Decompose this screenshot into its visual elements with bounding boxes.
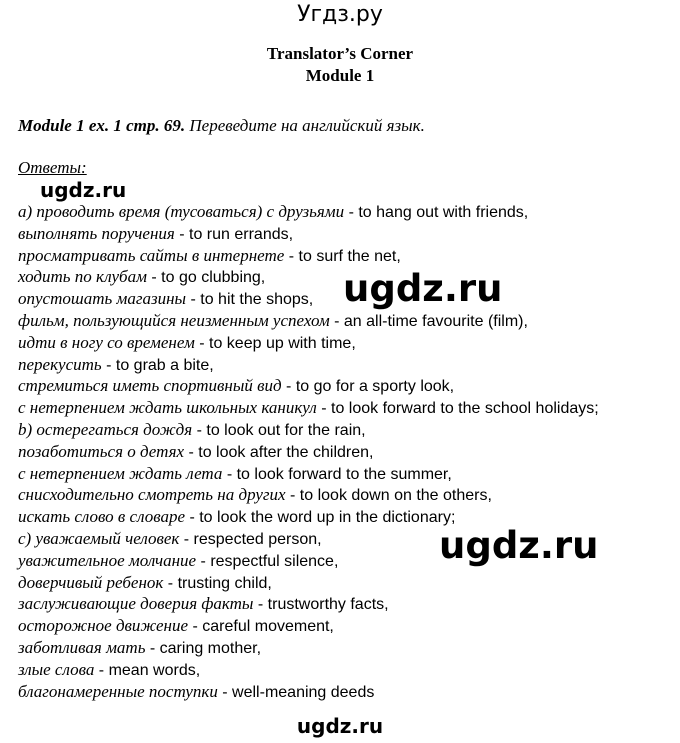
english-translation: - to go for a sporty look, — [281, 378, 455, 396]
watermark: ugdz.ru — [40, 178, 127, 202]
vocabulary-entry — [18, 681, 678, 703]
russian-phrase: снисходительно смотреть на других — [18, 485, 286, 505]
english-translation: - to look after the children, — [184, 443, 374, 461]
vocabulary-entry — [18, 463, 678, 485]
russian-phrase: заслуживающие доверия факты — [18, 594, 254, 614]
vocabulary-entry — [18, 419, 678, 441]
english-translation: - an all-time favourite (film), — [329, 312, 528, 330]
russian-phrase: опустошать магазины — [18, 289, 187, 309]
russian-phrase: идти в ногу со временем — [18, 332, 195, 352]
vocabulary-entry — [18, 354, 678, 376]
russian-phrase: a) проводить время (тусоваться) с друзьями — [18, 202, 345, 221]
russian-phrase: осторожное движение — [18, 616, 189, 636]
english-translation: - to surf the net, — [284, 247, 401, 265]
english-translation: - to look forward to the summer, — [222, 465, 452, 483]
english-translation: - to go clubbing, — [146, 269, 266, 287]
english-translation: - to keep up with time, — [194, 334, 356, 352]
vocabulary-entry — [18, 484, 678, 506]
vocabulary-entry — [18, 441, 678, 463]
english-translation: - mean words, — [94, 661, 201, 679]
vocabulary-entry — [18, 572, 678, 594]
russian-phrase: c) уважаемый человек — [18, 528, 180, 548]
russian-phrase: позаботиться о детях — [18, 441, 185, 461]
english-translation: - caring mother, — [145, 639, 262, 657]
english-translation: - trusting child, — [163, 574, 272, 592]
vocabulary-entry — [18, 310, 678, 332]
vocabulary-entry — [18, 245, 678, 267]
task-reference: Module 1 ex. 1 стр. 69. — [18, 116, 186, 135]
english-translation: - to hang out with friends, — [344, 204, 529, 221]
vocabulary-entry — [18, 397, 678, 419]
vocabulary-entry — [18, 375, 678, 397]
english-translation: - to grab a bite, — [101, 356, 214, 374]
russian-phrase: стремиться иметь спортивный вид — [18, 376, 282, 396]
russian-phrase: выполнять поручения — [18, 223, 175, 243]
vocabulary-entry — [18, 637, 678, 659]
russian-phrase: злые слова — [18, 659, 95, 679]
vocabulary-entry — [18, 332, 678, 354]
english-translation: - respected person, — [179, 530, 322, 548]
english-translation: - respectful silence, — [196, 552, 339, 570]
vocabulary-entry — [18, 593, 678, 615]
english-translation: - to look the word up in the dictionary; — [185, 509, 456, 527]
english-translation: - to look forward to the school holidays; — [316, 400, 599, 418]
document-subtitle: Module 1 — [305, 66, 375, 85]
watermark: ugdz.ru — [343, 267, 503, 310]
task-instruction — [18, 115, 425, 137]
english-translation: - to look down on the others, — [285, 487, 492, 505]
english-translation: - well-meaning deeds — [217, 683, 375, 701]
vocabulary-entry — [18, 659, 678, 681]
english-translation: - to hit the shops, — [186, 291, 314, 309]
document-title: Translator’s Corner — [266, 44, 414, 63]
russian-phrase: с нетерпением ждать лета — [18, 463, 223, 483]
site-header: Угдз.ру — [297, 2, 383, 27]
russian-phrase: перекусить — [18, 354, 102, 374]
watermark: ugdz.ru — [439, 524, 599, 567]
russian-phrase: фильм, пользующийся неизменным успехом — [18, 310, 330, 330]
russian-phrase: b) остерегаться дождя — [18, 419, 193, 439]
english-translation: - careful movement, — [188, 618, 334, 636]
english-translation: - to look out for the rain, — [192, 421, 366, 439]
vocabulary-entry — [18, 223, 678, 245]
russian-phrase: с нетерпением ждать школьных каникул — [18, 398, 317, 418]
russian-phrase: доверчивый ребенок — [18, 572, 164, 592]
english-translation: - to run errands, — [174, 225, 294, 243]
russian-phrase: искать слово в словаре — [18, 507, 186, 527]
site-footer: ugdz.ru — [296, 714, 384, 738]
english-translation: - trustworthy facts, — [253, 596, 389, 614]
vocabulary-entry — [18, 201, 678, 223]
russian-phrase: заботливая мать — [18, 637, 146, 657]
russian-phrase: благонамеренные поступки — [18, 681, 218, 701]
answers-label: Ответы: — [18, 158, 87, 177]
russian-phrase: ходить по клубам — [18, 267, 147, 287]
task-text: Переведите на английский язык. — [185, 116, 425, 135]
russian-phrase: просматривать сайты в интернете — [18, 245, 285, 265]
vocabulary-entry — [18, 615, 678, 637]
russian-phrase: уважительное молчание — [18, 550, 197, 570]
